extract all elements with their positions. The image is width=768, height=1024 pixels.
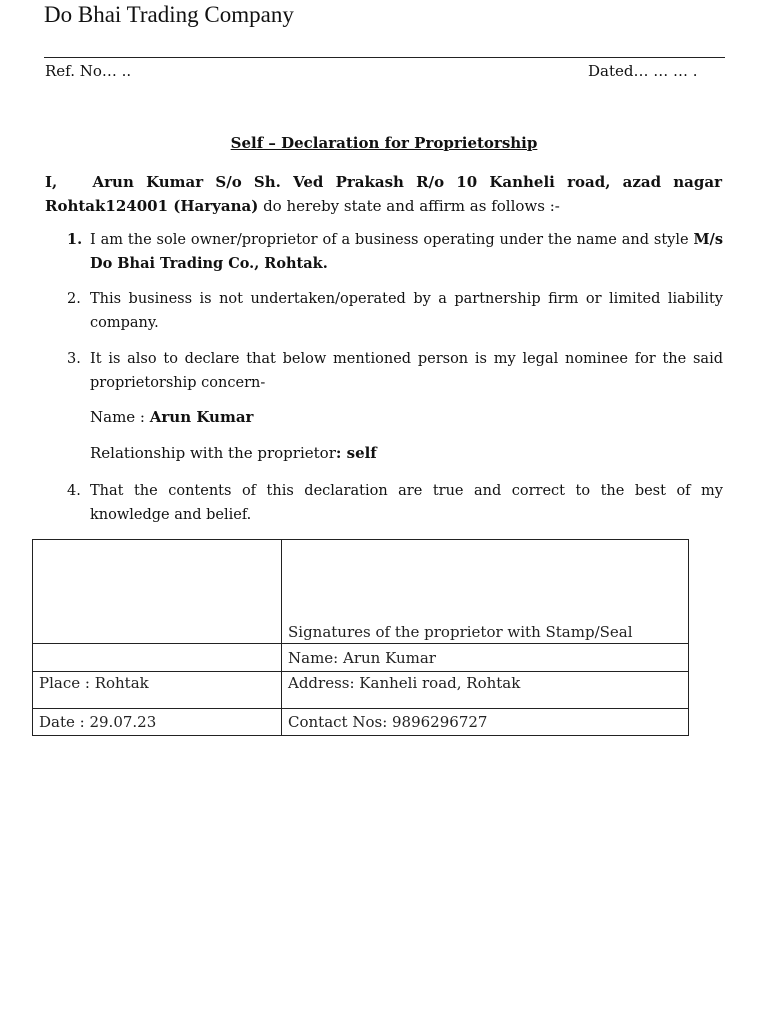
signature-row <box>33 540 689 644</box>
item-2-text: This business is not undertaken/operated by a partnership firm or limited liability company. <box>90 291 723 331</box>
signature-left-blank <box>33 540 282 644</box>
date-row <box>33 709 689 736</box>
document-title: Self – Declaration for Proprietorship <box>230 134 538 152</box>
item-1 <box>90 228 723 276</box>
intro-lead: I, <box>45 173 58 191</box>
contact-cell: Contact Nos: 9896296727 <box>282 709 689 736</box>
nominee-line <box>90 405 253 429</box>
ref-number-label: Ref. No… .. <box>45 62 132 80</box>
item-1-text: I am the sole owner/proprietor of a business operating under the name and style <box>90 232 694 248</box>
item-4-text: That the contents of this declaration are true and correct to the best of my knowledge and belief. <box>90 483 723 523</box>
address-cell: Address: Kanheli road, Rohtak <box>282 672 689 709</box>
declarant-details: Arun Kumar S/o Sh. Ved Prakash R/o 10 Kanheli road, azad nagar Rohtak124001 (Haryana) <box>45 173 723 215</box>
item-number-3: 3. <box>67 351 81 367</box>
name-row <box>33 644 689 672</box>
date-cell: Date : 29.07.23 <box>33 709 282 736</box>
proprietor-name-cell: Name: Arun Kumar <box>282 644 689 672</box>
intro-paragraph <box>45 170 722 218</box>
name-row-left-blank <box>33 644 282 672</box>
nominee-label: Name : <box>90 408 150 426</box>
header-divider <box>44 57 725 58</box>
intro-rest: do hereby state and affirm as follows :- <box>258 197 560 215</box>
item-number-2: 2. <box>67 291 81 307</box>
relationship-colon: : <box>335 444 347 462</box>
relationship-line <box>90 441 377 465</box>
relationship-value: self <box>346 444 377 462</box>
signature-table <box>32 539 689 736</box>
relationship-label: Relationship with the proprietor <box>90 444 336 462</box>
place-row <box>33 672 689 709</box>
item-number-1: 1. <box>67 231 83 248</box>
nominee-name: Arun Kumar <box>149 408 254 426</box>
dated-label: Dated… … … . <box>588 62 698 80</box>
business-name: M/s Do Bhai Trading Co., Rohtak. <box>90 231 723 272</box>
item-3-text: It is also to declare that below mentioned person is my legal nominee for the said proprietorship concern- <box>90 351 723 391</box>
item-number-4: 4. <box>67 483 81 499</box>
place-cell: Place : Rohtak <box>33 672 282 709</box>
signature-caption: Signatures of the proprietor with Stamp/Seal <box>282 540 689 644</box>
company-name: Do Bhai Trading Company <box>44 2 294 27</box>
